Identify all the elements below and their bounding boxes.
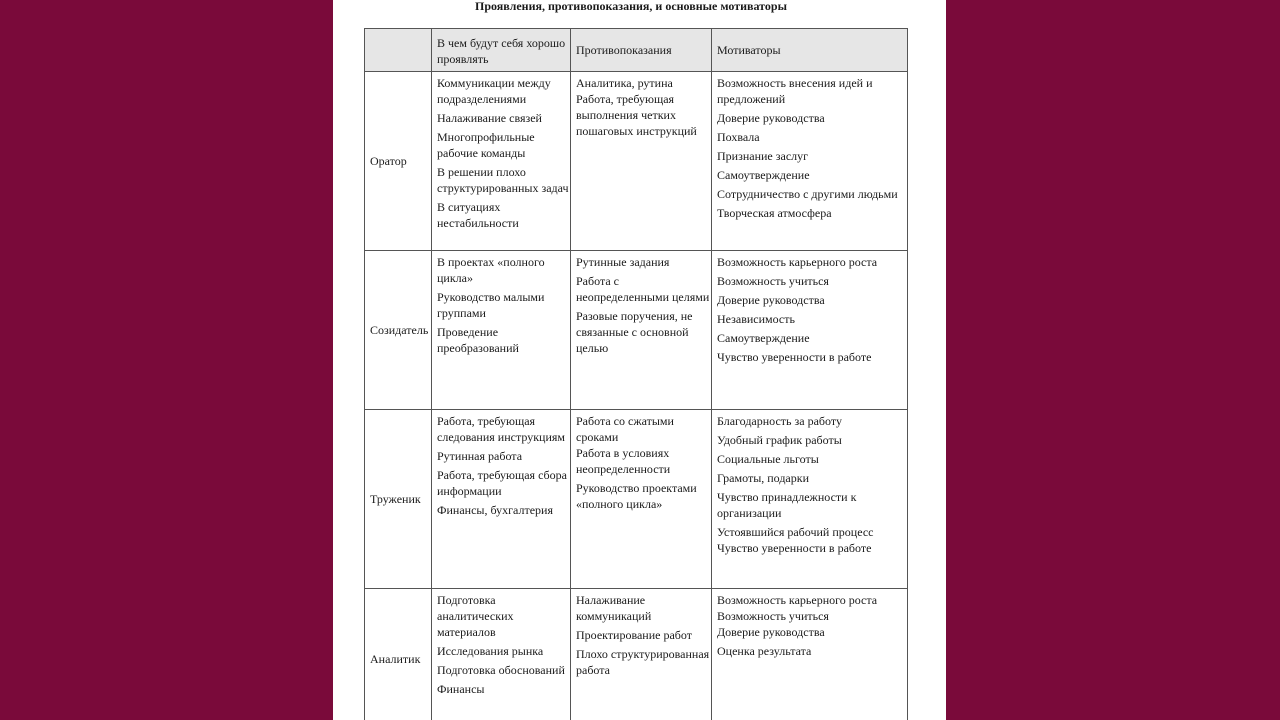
list-item: Подготовка обоснований — [437, 663, 565, 677]
roles-table — [364, 28, 908, 720]
list-item: Проектирование работ — [576, 628, 692, 642]
list-item: Налаживание коммуникаций — [576, 593, 652, 623]
table-header-row — [365, 29, 908, 72]
list-item: Рутинные задания — [576, 255, 670, 269]
role-cell: Оратор — [365, 72, 432, 251]
table-row — [365, 410, 908, 589]
list-item: Работа, требующая сбора информации — [437, 468, 567, 498]
list-item: Налаживание связей — [437, 111, 542, 125]
list-item: Возможность карьерного роста — [717, 255, 878, 269]
list-item: В решении плохо структурированных задач — [437, 165, 569, 195]
motivators-cell — [712, 589, 908, 720]
list-item: Проведение преобразований — [437, 325, 519, 355]
contra-cell — [571, 410, 712, 589]
list-item: Финансы, бухгалтерия — [437, 503, 553, 517]
role-cell: Аналитик — [365, 589, 432, 720]
list-item: Возможность карьерного роста Возможность учиться — [717, 593, 878, 623]
list-item: Устоявшийся рабочий процесс Чувство уверенности в работе — [717, 525, 874, 555]
list-item: Оценка результата — [717, 644, 812, 658]
list-item: Подготовка аналитических материалов — [437, 593, 514, 639]
list-item: Благодарность за работу — [717, 414, 842, 428]
motivators-cell — [712, 72, 908, 251]
list-item: В ситуациях нестабильности — [437, 200, 519, 230]
list-item: Многопрофильные рабочие команды — [437, 130, 535, 160]
list-item: Возможность внесения идей и предложений — [717, 76, 873, 106]
table-row — [365, 251, 908, 410]
table-row — [365, 589, 908, 720]
list-item: Грамоты, подарки — [717, 471, 810, 485]
list-item: Чувство уверенности в работе — [717, 350, 872, 364]
document-title: Проявления, противопоказания, и основные мотиваторы — [475, 0, 787, 13]
list-item: Работа в условиях неопределенности — [576, 446, 671, 476]
list-item: Финансы — [437, 682, 485, 696]
list-item: Плохо структурированная работа — [576, 647, 710, 677]
table-row — [365, 72, 908, 251]
strengths-cell — [432, 410, 571, 589]
header-contraindications: Противопоказания — [571, 29, 712, 72]
list-item: Доверие руководства — [717, 111, 825, 125]
list-item: Аналитика, рутина — [576, 76, 673, 90]
list-item: Творческая атмосфера — [717, 206, 832, 220]
role-cell: Труженик — [365, 410, 432, 589]
list-item: Работа, требующая следования инструкциям — [437, 414, 565, 444]
list-item: Рутинная работа — [437, 449, 523, 463]
list-item: Удобный график работы — [717, 433, 842, 447]
list-item: Доверие руководства — [717, 625, 825, 639]
list-item: Доверие руководства — [717, 293, 825, 307]
header-strengths: В чем будут себя хорошо проявлять — [432, 29, 571, 72]
list-item: Работа со сжатыми сроками — [576, 414, 674, 444]
contra-cell — [571, 589, 712, 720]
list-item: Чувство принадлежности к организации — [717, 490, 857, 520]
strengths-cell — [432, 72, 571, 251]
list-item: Работа, требующая выполнения четких пошаговых инструкций — [576, 92, 697, 138]
role-cell: Созидатель — [365, 251, 432, 410]
list-item: Коммуникации между подразделениями — [437, 76, 551, 106]
header-empty — [365, 29, 432, 72]
contra-cell — [571, 72, 712, 251]
list-item: Независимость — [717, 312, 795, 326]
list-item: Признание заслуг — [717, 149, 809, 163]
contra-cell — [571, 251, 712, 410]
list-item: Руководство проектами «полного цикла» — [576, 481, 697, 511]
list-item: Сотрудничество с другими людьми — [717, 187, 898, 201]
strengths-cell — [432, 589, 571, 720]
list-item: Самоутверждение — [717, 331, 810, 345]
header-motivators: Мотиваторы — [712, 29, 908, 72]
list-item: В проектах «полного цикла» — [437, 255, 545, 285]
list-item: Исследования рынка — [437, 644, 544, 658]
motivators-cell — [712, 410, 908, 589]
list-item: Руководство малыми группами — [437, 290, 545, 320]
list-item: Работа с неопределенными целями — [576, 274, 710, 304]
motivators-cell — [712, 251, 908, 410]
list-item: Самоутверждение — [717, 168, 810, 182]
list-item: Похвала — [717, 130, 760, 144]
list-item: Возможность учиться — [717, 274, 829, 288]
list-item: Социальные льготы — [717, 452, 819, 466]
strengths-cell — [432, 251, 571, 410]
document-page — [333, 0, 946, 720]
list-item: Разовые поручения, не связанные с основной целью — [576, 309, 693, 355]
